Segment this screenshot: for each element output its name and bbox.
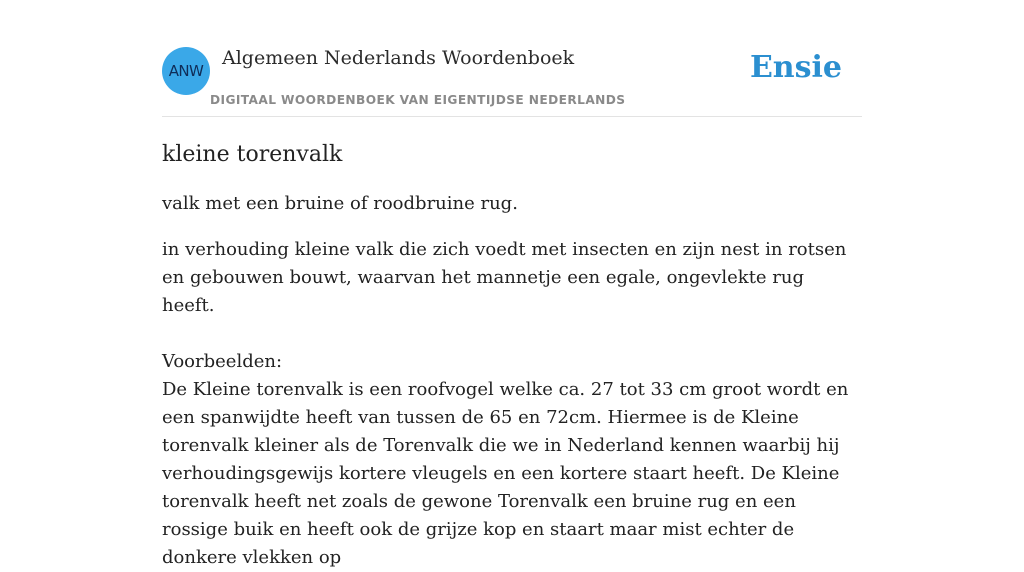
site-title[interactable]: Algemeen Nederlands Woordenboek: [222, 47, 575, 69]
short-definition: valk met een bruine of roodbruine rug.: [162, 193, 518, 214]
site-header: [162, 40, 862, 117]
example-text: De Kleine torenvalk is een roofvogel welke ca. 27 tot 33 cm groot wordt en een spanwijdte heeft van tussen de 65 en 72cm. Hiermee is de Kleine torenvalk kleiner als de Torenvalk die we in Nederland kennen waarbij hij verhoudingsgewijs kortere vleugels en een kortere staart heeft. De Kleine torenvalk heeft net zoals de gewone Torenvalk een bruine rug en een rossige buik en heeft ook de grijze kop en staart maar mist echter de donkere vlekken op: [162, 379, 849, 568]
long-definition: in verhouding kleine valk die zich voedt met insecten en zijn nest in rotsen en gebouwen bouwt, waarvan het mannetje een egale, ongevlekte rug heeft.: [162, 239, 847, 316]
site-subtitle: DIGITAAL WOORDENBOEK VAN EIGENTIJDSE NEDERLANDS: [210, 93, 626, 107]
entry-content: [162, 135, 862, 572]
ensie-brand-logo[interactable]: Ensie: [749, 50, 842, 85]
anw-logo[interactable]: ANW: [162, 47, 210, 95]
examples-label: Voorbeelden:: [162, 351, 283, 372]
entry-term: kleine torenvalk: [162, 142, 343, 167]
